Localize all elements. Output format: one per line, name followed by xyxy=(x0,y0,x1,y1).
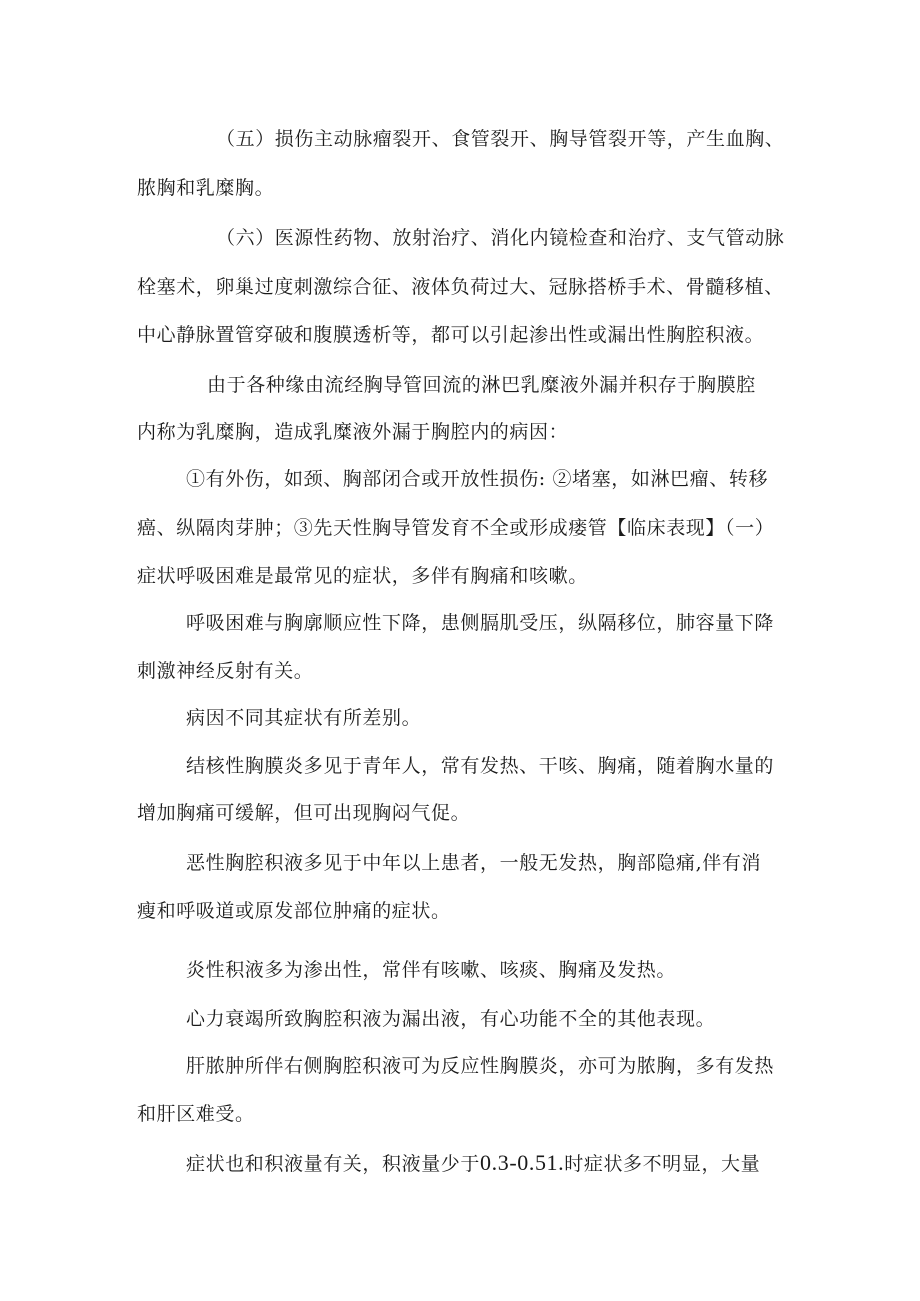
paragraph-5-line-2: 脓胸和乳糜胸。 xyxy=(137,177,275,199)
inflammatory-line: 炎性积液多为渗出性，常伴有咳嗽、咳痰、胸痛及发热。 xyxy=(186,959,677,981)
paragraph-5-line-1: （五）损伤主动脉瘤裂开、食管裂开、胸导管裂开等，产生血胸、 xyxy=(216,128,785,150)
tuberculous-line-1: 结核性胸膜炎多见于青年人，常有发热、干咳、胸痛，随着胸水量的 xyxy=(186,755,775,777)
chylothorax-line-1: 由于各种缘由流经胸导管回流的淋巴乳糜液外漏并积存于胸膜腔 xyxy=(207,374,756,396)
causes-line-2: 癌、纵隔肉芽肿；③先天性胸导管发育不全或形成瘘管【临床表现】（一） xyxy=(137,517,775,539)
malignant-line-2: 瘦和呼吸道或原发部位肿痛的症状。 xyxy=(137,900,451,922)
liver-abscess-line-2: 和肝区难受。 xyxy=(137,1103,255,1125)
causes-line-3: 症状呼吸困难是最常见的症状，多伴有胸痛和咳嗽。 xyxy=(137,565,588,587)
liver-abscess-line-1: 肝脓肿所伴右侧胸腔积液可为反应性胸膜炎，亦可为脓胸，多有发热 xyxy=(186,1055,775,1077)
causes-line-1: ①有外伤，如颈、胸部闭合或开放性损伤: ②堵塞，如淋巴瘤、转移 xyxy=(186,468,769,490)
volume-line-after: 时症状多不明显，大量 xyxy=(564,1153,761,1175)
dyspnea-line-2: 刺激神经反射有关。 xyxy=(137,660,314,682)
chylothorax-line-2: 内称为乳糜胸，造成乳糜液外漏于胸腔内的病因： xyxy=(137,421,569,443)
tuberculous-line-2: 增加胸痛可缓解，但可出现胸闷气促。 xyxy=(137,802,471,824)
volume-line xyxy=(186,1151,760,1176)
paragraph-6-line-1: （六）医源性药物、放射治疗、消化内镜检查和治疗、支气管动脉 xyxy=(216,227,785,249)
heart-failure-line: 心力衰竭所致胸腔积液为漏出液，有心功能不全的其他表现。 xyxy=(186,1008,716,1030)
volume-number: 0.3-0.51. xyxy=(480,1150,565,1175)
malignant-line-1: 恶性胸腔积液多见于中年以上患者，一般无发热，胸部隐痛,伴有消 xyxy=(186,852,762,874)
volume-line-before: 症状也和积液量有关，积液量少于 xyxy=(186,1153,481,1175)
paragraph-6-line-2: 栓塞术，卵巢过度刺激综合征、液体负荷过大、冠脉搭桥手术、骨髓移植、 xyxy=(137,276,784,298)
etiology-line: 病因不同其症状有所差别。 xyxy=(186,707,422,729)
paragraph-6-line-3: 中心静脉置管穿破和腹膜透析等，都可以引起渗出性或漏出性胸腔积液。 xyxy=(137,324,765,346)
dyspnea-line-1: 呼吸困难与胸廓顺应性下降，患侧膈肌受压，纵隔移位，肺容量下降 xyxy=(186,612,775,634)
